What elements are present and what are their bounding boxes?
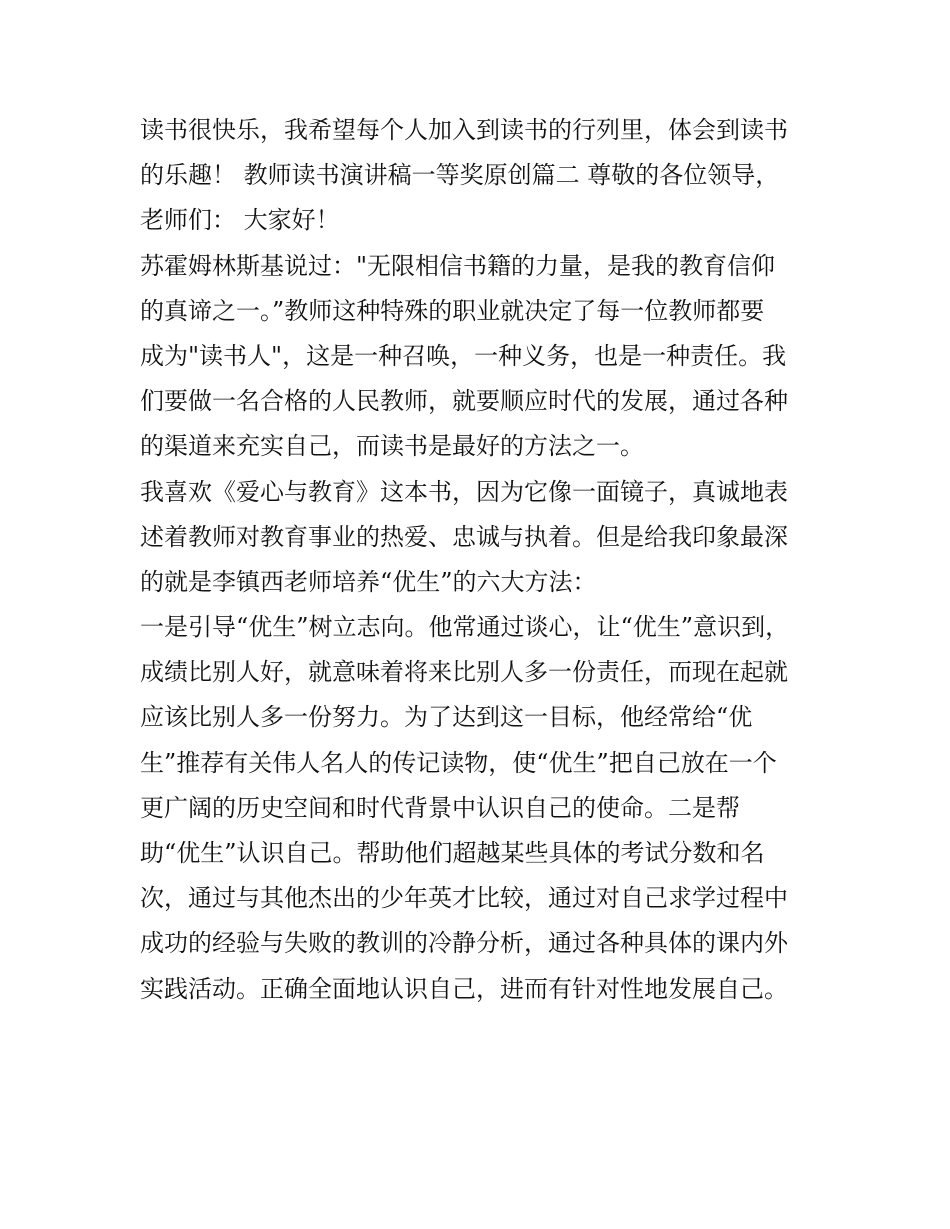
text-line: 生”推荐有关伟人名人的传记读物，使“优生”把自己放在一个: [140, 748, 777, 777]
text-line: 应该比别人多一份努力。为了达到这一目标，他经常给“优: [140, 703, 753, 732]
text-line: 次，通过与其他杰出的少年英才比较，通过对自己求学过程中: [140, 884, 788, 913]
text-line: 成为"读书人"，这是一种召唤，一种义务，也是一种责任。我: [140, 341, 787, 370]
body-text: [140, 108, 820, 1012]
text-line: 成功的经验与失败的教训的冷静分析，通过各种具体的课内外: [140, 929, 788, 958]
text-line: 的真谛之一。”教师这种特殊的职业就决定了每一位教师都要: [140, 296, 765, 325]
text-line: 的渠道来充实自己，而读书是最好的方法之一。: [140, 432, 644, 461]
text-line: 的就是李镇西老师培养“优生”的六大方法：: [140, 567, 597, 596]
text-line: 们要做一名合格的人民教师，就要顺应时代的发展，通过各种: [140, 387, 788, 416]
text-line: 我喜欢《爱心与教育》这本书，因为它像一面镜子，真诚地表: [140, 477, 788, 506]
text-line: 述着教师对教育事业的热爱、忠诚与执着。但是给我印象最深: [140, 522, 788, 551]
text-line: 成绩比别人好，就意味着将来比别人多一份责任，而现在起就: [140, 658, 788, 687]
text-line: 助“优生”认识自己。帮助他们超越某些具体的考试分数和名: [140, 839, 765, 867]
text-line: 的乐趣！ 教师读书演讲稿一等奖原创篇二 尊敬的各位领导，: [140, 161, 780, 190]
text-line: 实践活动。正确全面地认识自己，进而有针对性地发展自己。: [140, 974, 788, 1003]
text-line: 读书很快乐，我希望每个人加入到读书的行列里，体会到读书: [140, 116, 788, 144]
text-line: 苏霍姆林斯基说过："无限相信书籍的力量，是我的教育信仰: [140, 251, 776, 280]
text-line: 老师们： 大家好！: [140, 206, 340, 235]
text-line: 更广阔的历史空间和时代背景中认识自己的使命。二是帮: [140, 793, 740, 822]
text-line: 一是引导“优生”树立志向。他常通过谈心，让“优生”意识到，: [140, 613, 790, 642]
